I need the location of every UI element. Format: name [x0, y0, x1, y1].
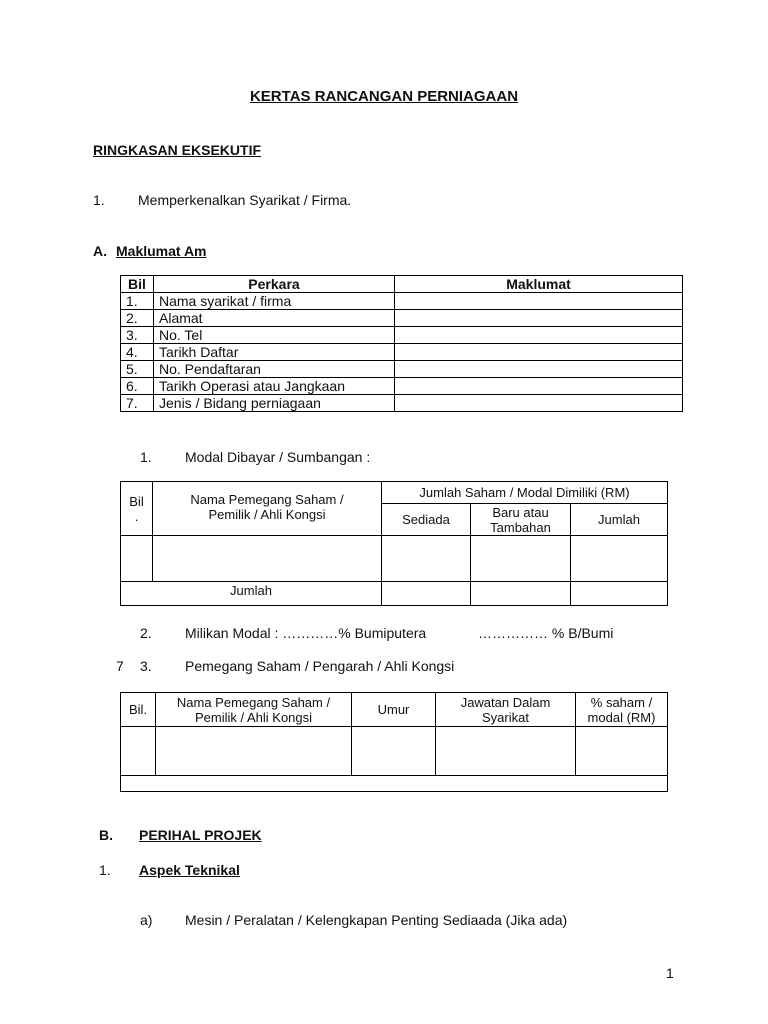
cell-baru[interactable]: [471, 536, 571, 582]
section-b-heading: PERIHAL PROJEK: [139, 827, 262, 843]
sub3-prefix: 7: [116, 658, 124, 674]
section-a-heading: Maklumat Am: [116, 243, 207, 259]
header-jawatan: [436, 693, 576, 727]
header-nama: [156, 693, 352, 727]
table-row: [121, 395, 683, 412]
header-maklumat: Maklumat: [395, 276, 683, 293]
row-bil: 7.: [121, 395, 154, 412]
item1-number: 1.: [93, 192, 105, 208]
header-bil-line1: Bil: [129, 493, 144, 509]
table-row: [121, 536, 668, 582]
header-nama-line2: Pemilik / Ahli Kongsi: [194, 709, 313, 725]
cell-bil[interactable]: [121, 536, 153, 582]
row-perkara: Alamat: [154, 310, 395, 327]
row-bil: 6.: [121, 378, 154, 395]
capital-table: [120, 481, 668, 606]
header-sediada: Sediada: [382, 504, 471, 536]
total-baru[interactable]: [471, 582, 571, 606]
footer-cell[interactable]: [121, 776, 668, 792]
row-perkara: Tarikh Operasi atau Jangkaan: [154, 378, 395, 395]
header-saham-line2: modal (RM): [587, 709, 656, 725]
table-footer-row: [121, 776, 668, 792]
header-nama: [153, 482, 382, 536]
header-umur: Umur: [352, 693, 436, 727]
page-title: KERTAS RANCANGAN PERNIAGAAN: [249, 88, 519, 105]
page-number: 1: [666, 965, 674, 981]
total-sediada[interactable]: [382, 582, 471, 606]
header-baru-line2: Tambahan: [490, 519, 551, 535]
header-bil: Bil.: [121, 693, 156, 727]
row-maklumat[interactable]: [395, 310, 683, 327]
header-jawatan-line1: Jawatan Dalam: [460, 694, 551, 710]
header-bil: Bil: [121, 276, 154, 293]
sub2-text: Milikan Modal : …………% Bumiputera: [185, 625, 427, 641]
exec-summary-heading: RINGKASAN EKSEKUTIF: [93, 142, 262, 158]
cell-saham[interactable]: [576, 727, 668, 776]
sub2-text-bbumi: …………… % B/Bumi: [478, 625, 614, 641]
item-a-number: a): [140, 912, 153, 928]
cell-nama[interactable]: [156, 727, 352, 776]
row-bil: 4.: [121, 344, 154, 361]
row-maklumat[interactable]: [395, 361, 683, 378]
table-row: [121, 378, 683, 395]
section-b-label: B.: [99, 827, 113, 843]
item-a-text: Mesin / Peralatan / Kelengkapan Penting Sediaada (Jika ada): [185, 912, 568, 928]
cell-sediada[interactable]: [382, 536, 471, 582]
row-bil: 5.: [121, 361, 154, 378]
aspek-heading: Aspek Teknikal: [139, 862, 240, 878]
table-row: [121, 327, 683, 344]
row-bil: 1.: [121, 293, 154, 310]
header-saham: [576, 693, 668, 727]
header-saham-line1: % saham /: [590, 694, 653, 710]
header-nama-line1: Nama Pemegang Saham /: [190, 492, 344, 507]
row-perkara: No. Tel: [154, 327, 395, 344]
table-row: [121, 293, 683, 310]
header-perkara: Perkara: [154, 276, 395, 293]
row-maklumat[interactable]: [395, 293, 683, 310]
total-jumlah[interactable]: [571, 582, 668, 606]
aspek-number: 1.: [99, 862, 111, 878]
row-bil: 2.: [121, 310, 154, 327]
sub2-number: 2.: [140, 625, 152, 641]
header-nama-line1: Nama Pemegang Saham /: [176, 694, 331, 710]
sub3-text: Pemegang Saham / Pengarah / Ahli Kongsi: [185, 658, 455, 674]
item1-text: Memperkenalkan Syarikat / Firma.: [138, 192, 352, 208]
table-row: [121, 727, 668, 776]
section-a-label: A.: [93, 243, 107, 259]
row-perkara: Nama syarikat / firma: [154, 293, 395, 310]
header-baru: [471, 504, 571, 536]
table-row: [121, 344, 683, 361]
header-jumlah: Jumlah: [571, 504, 668, 536]
header-baru-line1: Baru atau: [492, 504, 549, 520]
row-maklumat[interactable]: [395, 378, 683, 395]
table-header-row: [121, 276, 683, 293]
header-nama-line2: Pemilik / Ahli Kongsi: [208, 507, 326, 522]
header-bil-line2: .: [134, 508, 139, 524]
table-row: [121, 361, 683, 378]
total-row: [121, 582, 668, 606]
total-label: Jumlah: [121, 582, 382, 606]
header-bil: [121, 482, 153, 536]
header-jawatan-line2: Syarikat: [482, 709, 529, 725]
cell-umur[interactable]: [352, 727, 436, 776]
sub1-text: Modal Dibayar / Sumbangan :: [185, 449, 371, 465]
general-info-table: [120, 275, 683, 412]
sub1-number: 1.: [140, 449, 152, 465]
table-header-row: [121, 693, 668, 727]
row-bil: 3.: [121, 327, 154, 344]
row-maklumat[interactable]: [395, 395, 683, 412]
row-maklumat[interactable]: [395, 327, 683, 344]
cell-jawatan[interactable]: [436, 727, 576, 776]
sub3-number: 3.: [140, 658, 152, 674]
table-row: [121, 310, 683, 327]
row-maklumat[interactable]: [395, 344, 683, 361]
cell-jumlah[interactable]: [571, 536, 668, 582]
row-perkara: Tarikh Daftar: [154, 344, 395, 361]
cell-bil[interactable]: [121, 727, 156, 776]
shareholder-table: [120, 692, 668, 792]
cell-nama[interactable]: [153, 536, 382, 582]
header-jumlah-saham: Jumlah Saham / Modal Dimiliki (RM): [382, 482, 668, 504]
row-perkara: Jenis / Bidang perniagaan: [154, 395, 395, 412]
row-perkara: No. Pendaftaran: [154, 361, 395, 378]
